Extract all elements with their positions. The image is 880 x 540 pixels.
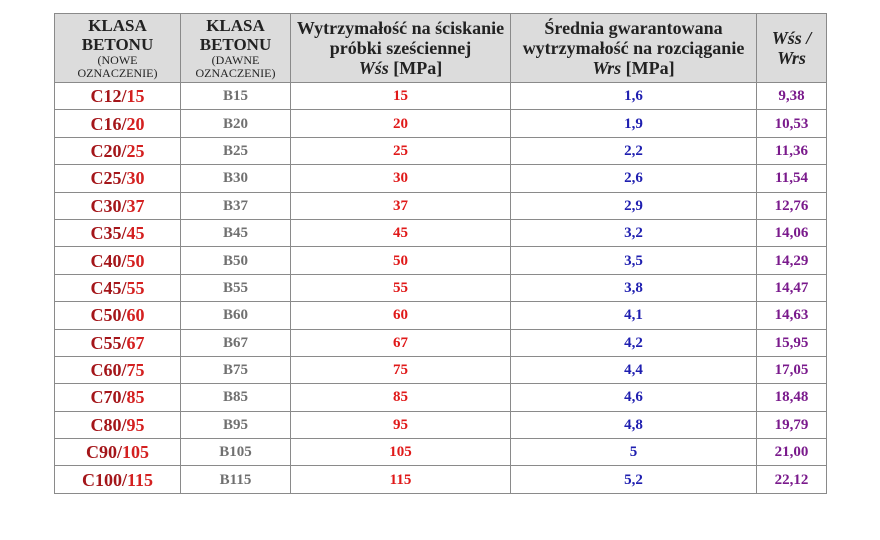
header-new-class-sub1: (NOWE (97, 53, 138, 67)
new-class-cube: 55 (126, 277, 145, 298)
cell-ratio: 21,00 (757, 439, 827, 466)
new-class-cube: 60 (126, 305, 145, 326)
cell-old-class: B75 (181, 356, 291, 383)
cell-old-class: B37 (181, 192, 291, 219)
header-tensile-line2: wytrzymałość na rozciąganie (522, 38, 745, 58)
cell-new-class (55, 247, 181, 274)
cell-ratio: 15,95 (757, 329, 827, 356)
header-compressive-unit: [MPa] (388, 58, 443, 78)
header-compressive-line1: Wytrzymałość na ściskanie (296, 18, 505, 38)
cell-tensile: 4,8 (511, 411, 757, 438)
cell-tensile: 4,6 (511, 384, 757, 411)
header-tensile-unit: [MPa] (621, 58, 675, 78)
cell-old-class: B95 (181, 411, 291, 438)
new-class-prefix: C20/ (90, 140, 127, 161)
cell-new-class (55, 219, 181, 246)
cell-old-class: B55 (181, 274, 291, 301)
cell-new-class (55, 356, 181, 383)
cell-compressive: 95 (291, 411, 511, 438)
cell-compressive: 55 (291, 274, 511, 301)
header-old-class-line2: BETONU (199, 35, 272, 54)
cell-compressive: 15 (291, 83, 511, 110)
new-class-prefix: C80/ (90, 414, 127, 435)
header-compressive (291, 14, 511, 83)
new-class-prefix: C40/ (90, 250, 127, 271)
cell-compressive: 25 (291, 137, 511, 164)
header-old-class (181, 14, 291, 83)
new-class-prefix: C55/ (90, 332, 127, 353)
cell-new-class (55, 329, 181, 356)
cell-tensile: 5 (511, 439, 757, 466)
table-row (55, 219, 827, 246)
new-class-prefix: C12/ (90, 86, 127, 107)
cell-compressive: 60 (291, 302, 511, 329)
cell-new-class (55, 83, 181, 110)
table-row (55, 466, 827, 493)
header-tensile-line1: Średnia gwarantowana (544, 18, 723, 38)
header-ratio (757, 14, 827, 83)
header-tensile (511, 14, 757, 83)
new-class-prefix: C30/ (90, 195, 127, 216)
cell-old-class: B50 (181, 247, 291, 274)
cell-ratio: 18,48 (757, 384, 827, 411)
cell-compressive: 75 (291, 356, 511, 383)
cell-old-class: B20 (181, 110, 291, 137)
new-class-cube: 115 (126, 469, 153, 490)
cell-old-class: B25 (181, 137, 291, 164)
new-class-prefix: C90/ (86, 442, 122, 463)
new-class-prefix: C60/ (90, 360, 127, 381)
cell-tensile: 4,4 (511, 356, 757, 383)
table-row (55, 439, 827, 466)
cell-old-class: B67 (181, 329, 291, 356)
cell-compressive: 37 (291, 192, 511, 219)
header-compressive-symbol: Wśs (358, 58, 389, 78)
table-row (55, 356, 827, 383)
new-class-prefix: C25/ (90, 168, 127, 189)
cell-ratio: 14,06 (757, 219, 827, 246)
cell-compressive: 115 (291, 466, 511, 493)
table-row (55, 302, 827, 329)
cell-old-class: B45 (181, 219, 291, 246)
header-ratio-line2: Wrs (777, 48, 806, 68)
new-class-prefix: C16/ (90, 113, 127, 134)
cell-tensile: 2,6 (511, 165, 757, 192)
header-old-class-line1: KLASA (206, 16, 265, 35)
new-class-cube: 25 (126, 140, 145, 161)
cell-ratio: 11,36 (757, 137, 827, 164)
header-tensile-line3 (511, 58, 756, 78)
header-compressive-line2: próbki sześciennej (329, 38, 472, 58)
header-tensile-symbol: Wrs (592, 58, 622, 78)
cell-old-class: B15 (181, 83, 291, 110)
header-new-class (55, 14, 181, 83)
header-new-class-line2: BETONU (81, 35, 154, 54)
new-class-prefix: C70/ (90, 387, 127, 408)
table-row (55, 83, 827, 110)
cell-tensile: 3,5 (511, 247, 757, 274)
cell-new-class (55, 274, 181, 301)
header-compressive-line3 (291, 58, 510, 78)
cell-tensile: 3,8 (511, 274, 757, 301)
cell-new-class (55, 110, 181, 137)
cell-compressive: 20 (291, 110, 511, 137)
new-class-cube: 67 (126, 332, 145, 353)
cell-old-class: B105 (181, 439, 291, 466)
new-class-cube: 75 (126, 360, 145, 381)
cell-tensile: 1,9 (511, 110, 757, 137)
new-class-cube: 85 (126, 387, 145, 408)
cell-ratio: 9,38 (757, 83, 827, 110)
new-class-cube: 15 (126, 86, 145, 107)
table-row (55, 137, 827, 164)
concrete-class-table (54, 13, 827, 494)
cell-ratio: 10,53 (757, 110, 827, 137)
cell-ratio: 14,63 (757, 302, 827, 329)
new-class-cube: 30 (126, 168, 145, 189)
new-class-prefix: C45/ (90, 277, 127, 298)
cell-new-class (55, 302, 181, 329)
cell-ratio: 19,79 (757, 411, 827, 438)
cell-new-class (55, 439, 181, 466)
cell-ratio: 22,12 (757, 466, 827, 493)
new-class-prefix: C35/ (90, 223, 127, 244)
cell-new-class (55, 384, 181, 411)
cell-tensile: 5,2 (511, 466, 757, 493)
cell-new-class (55, 411, 181, 438)
cell-ratio: 12,76 (757, 192, 827, 219)
cell-tensile: 1,6 (511, 83, 757, 110)
new-class-cube: 105 (122, 442, 149, 463)
cell-old-class: B30 (181, 165, 291, 192)
cell-compressive: 85 (291, 384, 511, 411)
table-row (55, 274, 827, 301)
cell-old-class: B115 (181, 466, 291, 493)
new-class-prefix: C50/ (90, 305, 127, 326)
header-ratio-line1: Wśs / (771, 28, 812, 48)
cell-new-class (55, 192, 181, 219)
cell-tensile: 4,1 (511, 302, 757, 329)
cell-tensile: 4,2 (511, 329, 757, 356)
cell-ratio: 14,29 (757, 247, 827, 274)
cell-new-class (55, 466, 181, 493)
cell-ratio: 17,05 (757, 356, 827, 383)
new-class-cube: 45 (126, 223, 145, 244)
table-row (55, 192, 827, 219)
cell-compressive: 50 (291, 247, 511, 274)
cell-ratio: 11,54 (757, 165, 827, 192)
cell-tensile: 3,2 (511, 219, 757, 246)
cell-new-class (55, 137, 181, 164)
cell-tensile: 2,2 (511, 137, 757, 164)
header-old-class-sub1: (DAWNE (211, 53, 260, 67)
cell-tensile: 2,9 (511, 192, 757, 219)
table-row (55, 110, 827, 137)
cell-old-class: B60 (181, 302, 291, 329)
new-class-cube: 37 (126, 195, 145, 216)
new-class-cube: 20 (126, 113, 145, 134)
new-class-prefix: C100/ (81, 469, 127, 490)
cell-compressive: 105 (291, 439, 511, 466)
cell-compressive: 67 (291, 329, 511, 356)
table-row (55, 411, 827, 438)
table-row (55, 329, 827, 356)
header-new-class-line1: KLASA (88, 16, 147, 35)
cell-compressive: 30 (291, 165, 511, 192)
new-class-cube: 50 (126, 250, 145, 271)
cell-compressive: 45 (291, 219, 511, 246)
header-new-class-sub2: OZNACZENIE) (77, 66, 158, 80)
table-row (55, 247, 827, 274)
cell-old-class: B85 (181, 384, 291, 411)
header-row (55, 14, 827, 83)
new-class-cube: 95 (126, 414, 145, 435)
table-row (55, 384, 827, 411)
cell-new-class (55, 165, 181, 192)
header-old-class-sub2: OZNACZENIE) (195, 66, 276, 80)
cell-ratio: 14,47 (757, 274, 827, 301)
table-row (55, 165, 827, 192)
